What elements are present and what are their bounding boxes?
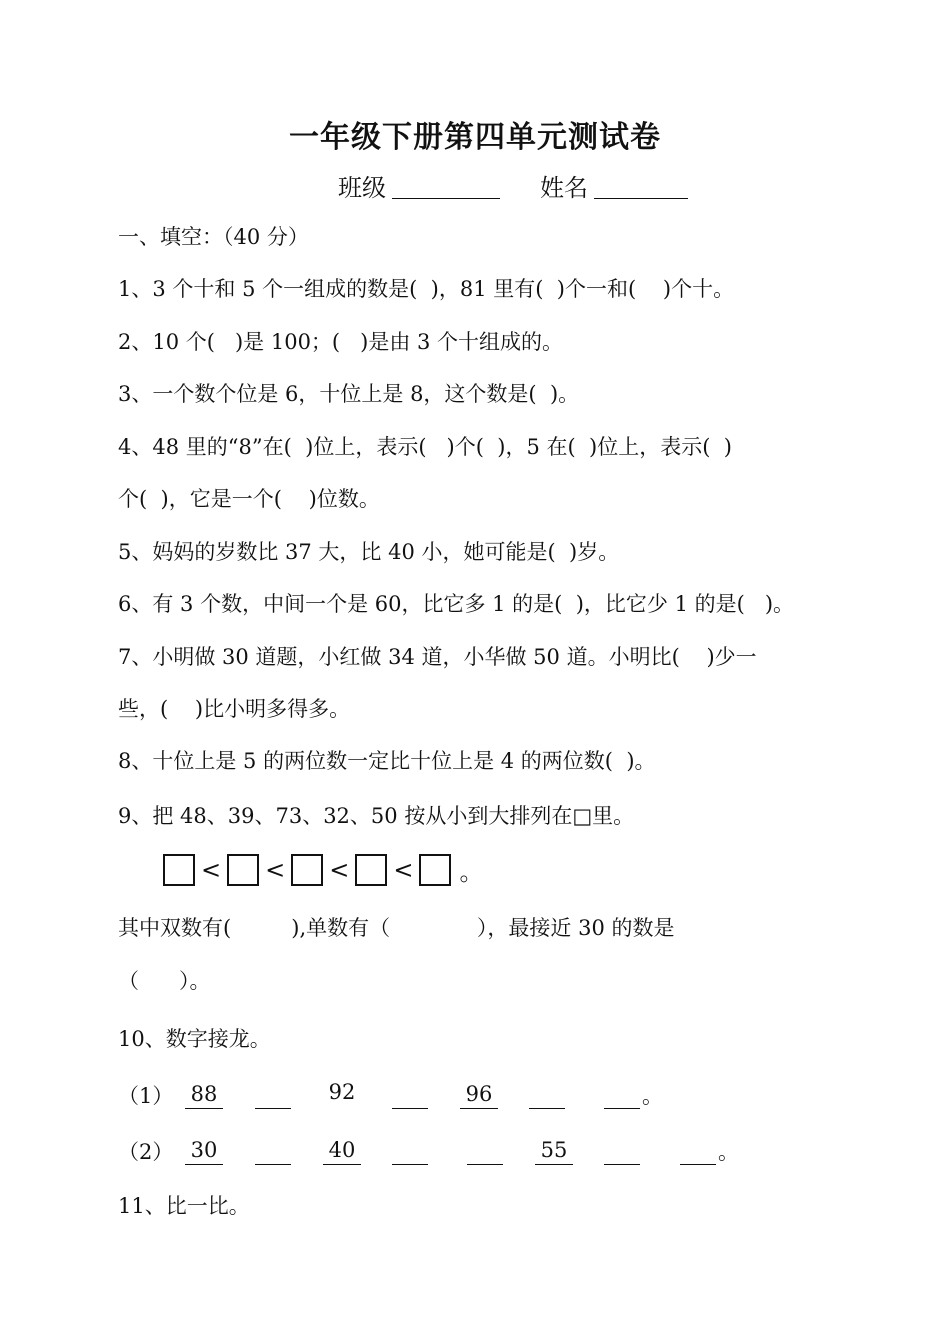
sequence-number: 30 xyxy=(185,1136,223,1165)
sequence-blank[interactable] xyxy=(255,1108,291,1109)
ordering-boxes xyxy=(163,852,489,892)
name-blank[interactable] xyxy=(594,198,688,199)
page-title: 一年级下册第四单元测试卷 xyxy=(289,120,661,155)
question-2: 2、10 个( )是 100；( )是由 3 个十组成的。 xyxy=(118,330,564,354)
sequence-blank[interactable] xyxy=(467,1164,503,1165)
sequence-label: （1） xyxy=(118,1084,174,1108)
question-6: 6、有 3 个数，中间一个是 60，比它多 1 的是( )，比它少 1 的是( )。 xyxy=(118,592,795,616)
sequence-number: 40 xyxy=(323,1136,361,1165)
answer-box[interactable] xyxy=(291,854,323,886)
sequence-end: 。 xyxy=(642,1084,663,1108)
question-7-line-2: 些，( )比小明多得多。 xyxy=(118,697,351,721)
question-5: 5、妈妈的岁数比 37 大，比 40 小，她可能是( )岁。 xyxy=(118,540,620,564)
answer-box[interactable] xyxy=(163,854,195,886)
question-4-line-2: 个( )，它是一个( )位数。 xyxy=(118,487,380,511)
class-label: 班级 xyxy=(338,174,386,202)
sequence-end: 。 xyxy=(718,1140,739,1164)
less-than-sign: < xyxy=(393,855,414,884)
question-9: 9、把 48、39、73、32、50 按从小到大排列在□里。 xyxy=(118,804,635,828)
sequence-number: 96 xyxy=(460,1080,498,1109)
sequence-number: 92 xyxy=(328,1080,356,1104)
name-label: 姓名 xyxy=(540,174,588,202)
question-1: 1、3 个十和 5 个一组成的数是( )，81 里有( )个一和( )个十。 xyxy=(118,277,735,301)
question-3: 3、一个数个位是 6，十位上是 8，这个数是( )。 xyxy=(118,382,580,406)
section-heading: 一、填空：（40 分） xyxy=(118,225,309,249)
question-7-line-1: 7、小明做 30 道题，小红做 34 道，小华做 50 道。小明比( )少一 xyxy=(118,645,757,669)
sequence-blank[interactable] xyxy=(604,1108,640,1109)
sequence-blank[interactable] xyxy=(604,1164,640,1165)
question-11: 11、比一比。 xyxy=(118,1194,250,1218)
sequence-blank[interactable] xyxy=(680,1164,716,1165)
answer-box[interactable] xyxy=(227,854,259,886)
question-8: 8、十位上是 5 的两位数一定比十位上是 4 的两位数( )。 xyxy=(118,749,656,773)
sequence-blank[interactable] xyxy=(392,1164,428,1165)
less-than-sign: < xyxy=(201,855,222,884)
less-than-sign: < xyxy=(329,855,350,884)
question-9-line-2: 其中双数有( ),单数有（ ），最接近 30 的数是 xyxy=(118,916,675,940)
period: 。 xyxy=(459,858,484,886)
question-9-line-3: （ ）。 xyxy=(118,969,211,993)
less-than-sign: < xyxy=(265,855,286,884)
question-10: 10、数字接龙。 xyxy=(118,1027,271,1051)
sequence-number: 88 xyxy=(185,1080,223,1109)
student-info xyxy=(0,168,950,202)
class-blank[interactable] xyxy=(392,198,500,199)
answer-box[interactable] xyxy=(355,854,387,886)
sequence-blank[interactable] xyxy=(392,1108,428,1109)
answer-box[interactable] xyxy=(419,854,451,886)
sequence-blank[interactable] xyxy=(255,1164,291,1165)
sequence-number: 55 xyxy=(535,1136,573,1165)
sequence-blank[interactable] xyxy=(529,1108,565,1109)
question-4-line-1: 4、48 里的“8”在( )位上，表示( )个( )，5 在( )位上，表示( ) xyxy=(118,435,732,459)
sequence-label: （2） xyxy=(118,1140,174,1164)
